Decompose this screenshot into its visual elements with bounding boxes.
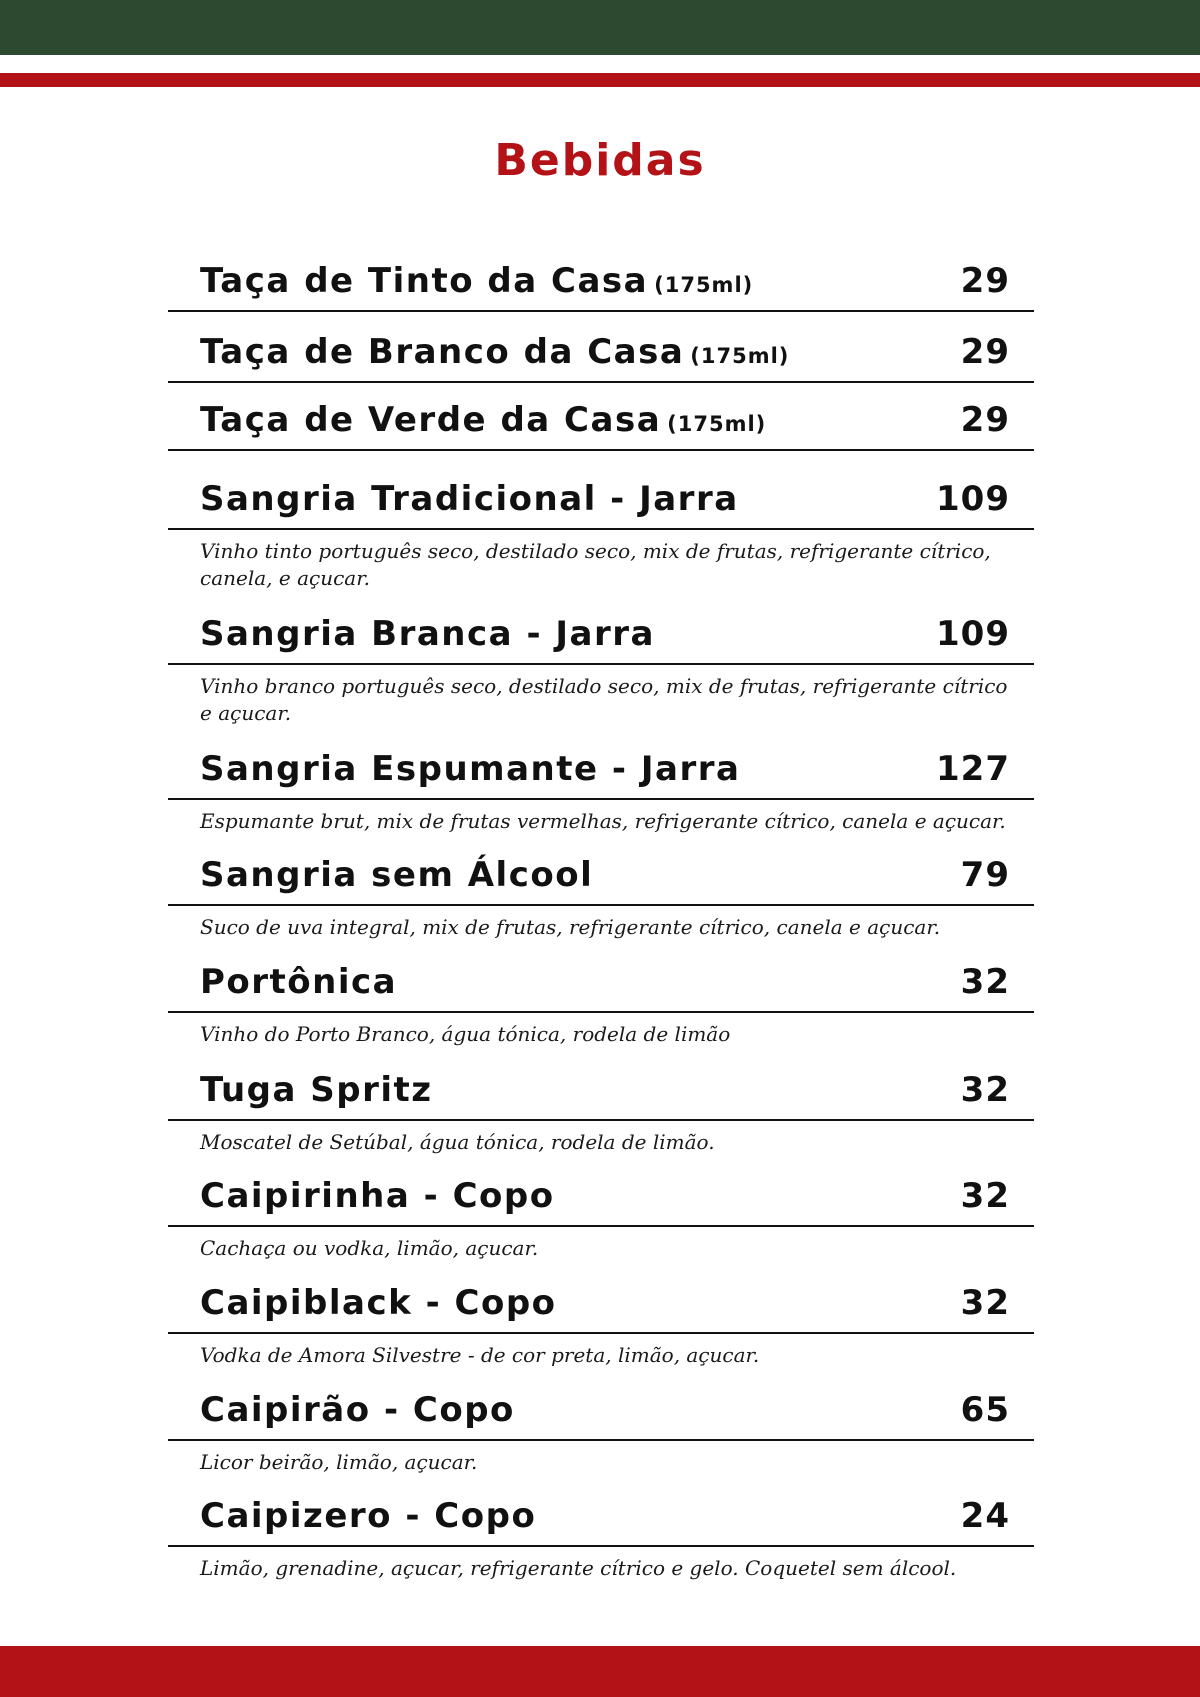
menu-item-header bbox=[168, 1483, 1034, 1547]
top-red-band bbox=[0, 73, 1200, 87]
menu-item-header bbox=[168, 949, 1034, 1013]
item-name: Caipirinha - Copo bbox=[200, 1176, 555, 1216]
menu-item bbox=[168, 248, 1034, 312]
item-name-text: Taça de Branco da Casa bbox=[200, 332, 685, 372]
item-description: Limão, grenadine, açucar, refrigerante cítrico e gelo. Coquetel sem álcool. bbox=[200, 1556, 957, 1580]
item-name: Caipiblack - Copo bbox=[200, 1283, 557, 1323]
menu-item bbox=[168, 1483, 1034, 1582]
item-price: 109 bbox=[936, 479, 1010, 519]
item-name bbox=[200, 400, 766, 440]
item-price: 32 bbox=[960, 962, 1010, 1002]
item-size: (175ml) bbox=[654, 273, 754, 297]
item-name: Tuga Spritz bbox=[200, 1070, 433, 1110]
menu-item bbox=[168, 601, 1034, 727]
menu-item-header bbox=[168, 842, 1034, 906]
menu-item bbox=[168, 466, 1034, 592]
item-price: 32 bbox=[960, 1283, 1010, 1323]
item-name: Sangria Espumante - Jarra bbox=[200, 749, 741, 789]
item-price: 109 bbox=[936, 614, 1010, 654]
item-description: Moscatel de Setúbal, água tónica, rodela de limão. bbox=[200, 1130, 715, 1154]
menu-item bbox=[168, 319, 1034, 383]
menu-item-header bbox=[168, 387, 1034, 451]
item-size: (175ml) bbox=[667, 412, 767, 436]
menu-item-header bbox=[168, 601, 1034, 665]
menu-item-header bbox=[168, 319, 1034, 383]
menu-item-header bbox=[168, 1163, 1034, 1227]
menu-item-header bbox=[168, 1270, 1034, 1334]
item-name: Sangria Branca - Jarra bbox=[200, 614, 655, 654]
top-green-band bbox=[0, 0, 1200, 55]
menu-item-header bbox=[168, 1057, 1034, 1121]
item-price: 79 bbox=[960, 855, 1010, 895]
menu-item-header bbox=[168, 466, 1034, 530]
menu-item-header bbox=[168, 248, 1034, 312]
menu-title: Bebidas bbox=[494, 135, 706, 186]
item-name: Sangria Tradicional - Jarra bbox=[200, 479, 739, 519]
item-price: 32 bbox=[960, 1176, 1010, 1216]
item-description: Suco de uva integral, mix de frutas, refrigerante cítrico, canela e açucar. bbox=[200, 915, 941, 939]
item-price: 32 bbox=[960, 1070, 1010, 1110]
item-description: Espumante brut, mix de frutas vermelhas, refrigerante cítrico, canela e açucar. bbox=[200, 809, 1006, 833]
item-description: Vinho tinto português seco, destilado seco, mix de frutas, refrigerante cítrico, canela, e açucar. bbox=[200, 539, 991, 590]
item-description: Cachaça ou vodka, limão, açucar. bbox=[200, 1236, 539, 1260]
item-price: 29 bbox=[960, 400, 1010, 440]
menu-item-header bbox=[168, 736, 1034, 800]
item-description: Vinho do Porto Branco, água tónica, rodela de limão bbox=[200, 1022, 731, 1046]
item-description: Vodka de Amora Silvestre - de cor preta, limão, açucar. bbox=[200, 1343, 760, 1367]
menu-item bbox=[168, 1270, 1034, 1369]
item-price: 127 bbox=[936, 749, 1010, 789]
item-price: 29 bbox=[960, 332, 1010, 372]
item-name-text: Taça de Verde da Casa bbox=[200, 400, 662, 440]
menu-item bbox=[168, 1377, 1034, 1476]
item-description: Vinho branco português seco, destilado seco, mix de frutas, refrigerante cítrico e açucar. bbox=[200, 674, 1008, 725]
menu-item bbox=[168, 736, 1034, 835]
menu-item bbox=[168, 1057, 1034, 1156]
menu-item-header bbox=[168, 1377, 1034, 1441]
item-name: Caipirão - Copo bbox=[200, 1390, 515, 1430]
item-name: Sangria sem Álcool bbox=[200, 855, 594, 895]
item-price: 65 bbox=[960, 1390, 1010, 1430]
item-name: Portônica bbox=[200, 962, 398, 1002]
item-price: 29 bbox=[960, 261, 1010, 301]
menu-item bbox=[168, 949, 1034, 1048]
item-size: (175ml) bbox=[690, 344, 790, 368]
item-price: 24 bbox=[960, 1496, 1010, 1536]
item-name bbox=[200, 261, 753, 301]
item-name bbox=[200, 332, 789, 372]
menu-item bbox=[168, 842, 1034, 941]
item-name: Caipizero - Copo bbox=[200, 1496, 537, 1536]
bottom-red-band bbox=[0, 1646, 1200, 1697]
menu-item bbox=[168, 1163, 1034, 1262]
menu-item bbox=[168, 387, 1034, 451]
item-description: Licor beirão, limão, açucar. bbox=[200, 1450, 478, 1474]
item-name-text: Taça de Tinto da Casa bbox=[200, 261, 649, 301]
